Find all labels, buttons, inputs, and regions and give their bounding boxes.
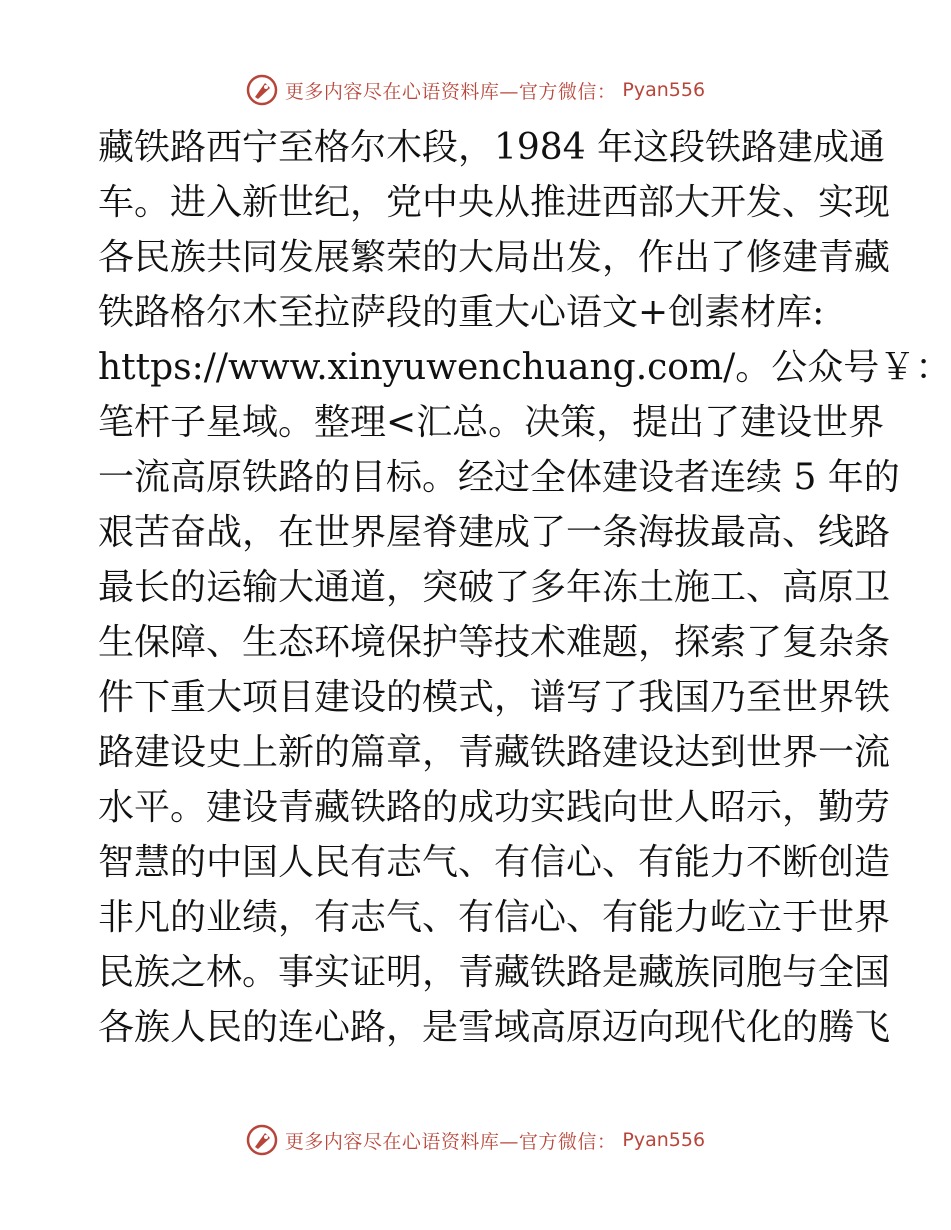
watermark-wechat-id: Pyan556 [622,1129,706,1151]
text-line: 生保障、生态环境保护等技术难题，探索了复杂条 [98,622,891,663]
text-line: 各民族共同发展繁荣的大局出发，作出了修建青藏 [98,237,891,278]
text-line: 件下重大项目建设的模式，谱写了我国乃至世界铁 [98,677,891,718]
header-watermark [0,70,950,110]
text-line: 笔杆子星域。整理<汇总。决策，提出了建设世界 [98,402,885,443]
watermark-text: 更多内容尽在心语资料库—官方微信： [284,80,617,103]
text-line: 艰苦奋战，在世界屋脊建成了一条海拔最高、线路 [98,512,891,553]
text-line: 一流高原铁路的目标。经过全体建设者连续 5 年的 [98,457,900,498]
text-line: 铁路格尔木至拉萨段的重大心语文+创素材库: [98,292,825,333]
text-line: 藏铁路西宁至格尔木段，1984 年这段铁路建成通 [98,127,886,168]
text-line: 路建设史上新的篇章，青藏铁路建设达到世界一流 [98,732,891,773]
text-line: 非凡的业绩，有志气、有信心、有能力屹立于世界 [98,897,891,938]
text-line: 最长的运输大通道，突破了多年冻土施工、高原卫 [98,567,891,608]
text-line: 民族之林。事实证明，青藏铁路是藏族同胞与全国 [98,952,891,993]
footer-watermark [0,1120,950,1160]
pen-nib-icon [245,1123,279,1157]
text-line-url: https://www.xinyuwenchuang.com/。公众号￥： [98,347,951,388]
text-line: 水平。建设青藏铁路的成功实践向世人昭示，勤劳 [98,787,891,828]
watermark-text: 更多内容尽在心语资料库—官方微信： [284,1130,617,1153]
watermark-wechat-id: Pyan556 [622,79,706,101]
text-line: 智慧的中国人民有志气、有信心、有能力不断创造 [98,842,891,883]
text-line: 各族人民的连心路，是雪域高原迈向现代化的腾飞 [98,1007,891,1048]
pen-nib-icon [245,73,279,107]
document-body [98,120,951,1110]
text-line: 车。进入新世纪，党中央从推进西部大开发、实现 [98,182,891,223]
